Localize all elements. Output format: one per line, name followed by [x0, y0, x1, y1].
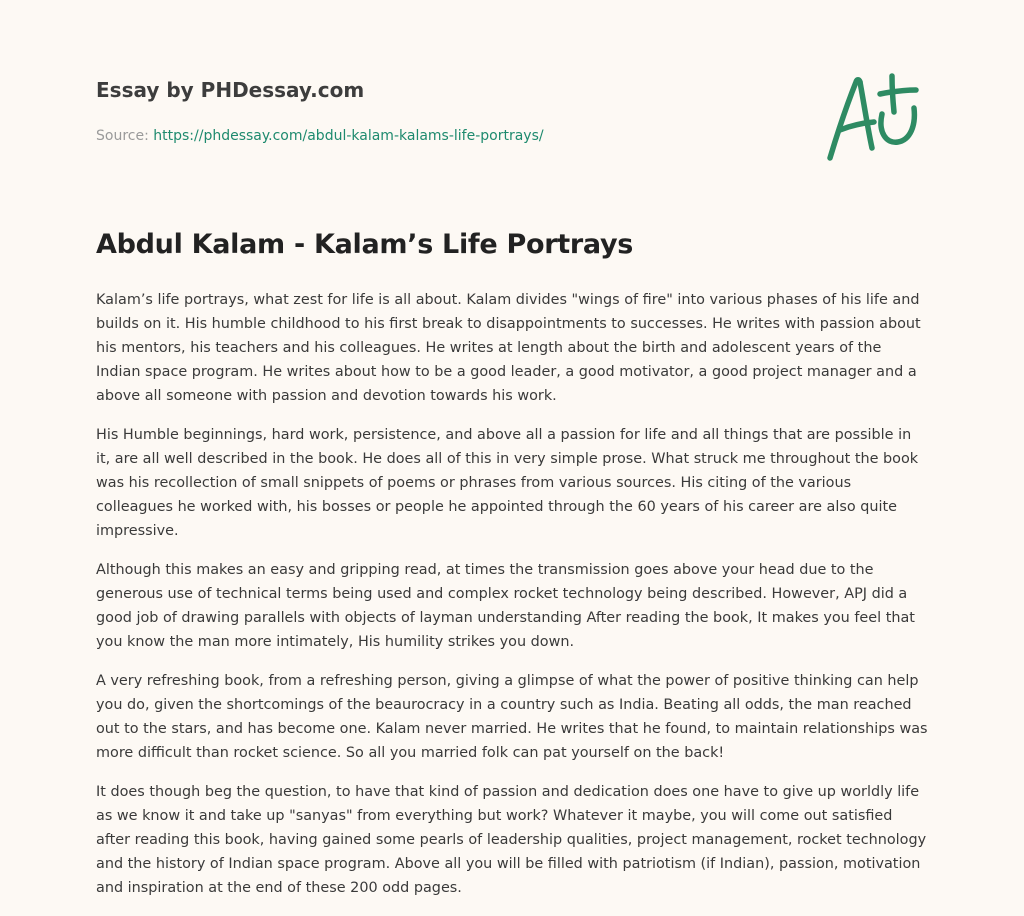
essay-paragraph: His Humble beginnings, hard work, persistence, and above all a passion for life and all things that are possible in it, are all well described in the book. He does all of this in very simple prose. What struck me throughout the book was his recollection of small snippets of poems or phrases from various sources. His citing of the various colleagues he worked with, his bosses or people he appointed through the 60 years of his career are also quite impressive.	[96, 427, 919, 539]
source-line	[96, 126, 796, 146]
site-title: Essay by PHDessay.com	[96, 78, 365, 102]
essay-title: Abdul Kalam - Kalam’s Life Portrays	[96, 229, 634, 260]
essay-paragraph: It does though beg the question, to have that kind of passion and dedication does one have to give up worldly life as we know it and take up "sanyas" from everything but work? Whatever it maybe, you will come out satisfied after reading this book, having gained some pearls of leadership qualities, project management, rocket technology and the history of Indian space program. Above all you will be filled with patriotism (if Indian), passion, motivation and inspiration at the end of these 200 odd pages.	[96, 784, 927, 896]
a-plus-logo-icon	[822, 68, 926, 164]
page-header	[96, 76, 796, 146]
essay-article	[96, 226, 928, 915]
essay-paragraph: Kalam’s life portrays, what zest for life is all about. Kalam divides "wings of fire" into various phases of his life and builds on it. His humble childhood to his first break to disappointments to successes. He writes with passion about his mentors, his teachers and his colleagues. He writes at length about the birth and adolescent years of the Indian space program. He writes about how to be a good leader, a good motivator, a good project manager and a above all someone with passion and devotion towards his work.	[96, 292, 921, 404]
source-label: Source:	[96, 128, 154, 144]
essay-paragraph: Although this makes an easy and gripping read, at times the transmission goes above your head due to the generous use of technical terms being used and complex rocket technology being described. However, APJ did a good job of drawing parallels with objects of layman understanding After reading the book, It makes you feel that you know the man more intimately, His humility strikes you down.	[96, 562, 915, 650]
source-link[interactable]: https://phdessay.com/abdul-kalam-kalams-life-portrays/	[153, 128, 544, 144]
essay-paragraph: A very refreshing book, from a refreshing person, giving a glimpse of what the power of positive thinking can help you do, given the shortcomings of the beaurocracy in a country such as India. Beating all odds, the man reached out to the stars, and has become one. Kalam never married. He writes that he found, to maintain relationships was more difficult than rocket science. So all you married folk can pat yourself on the back!	[96, 673, 928, 761]
